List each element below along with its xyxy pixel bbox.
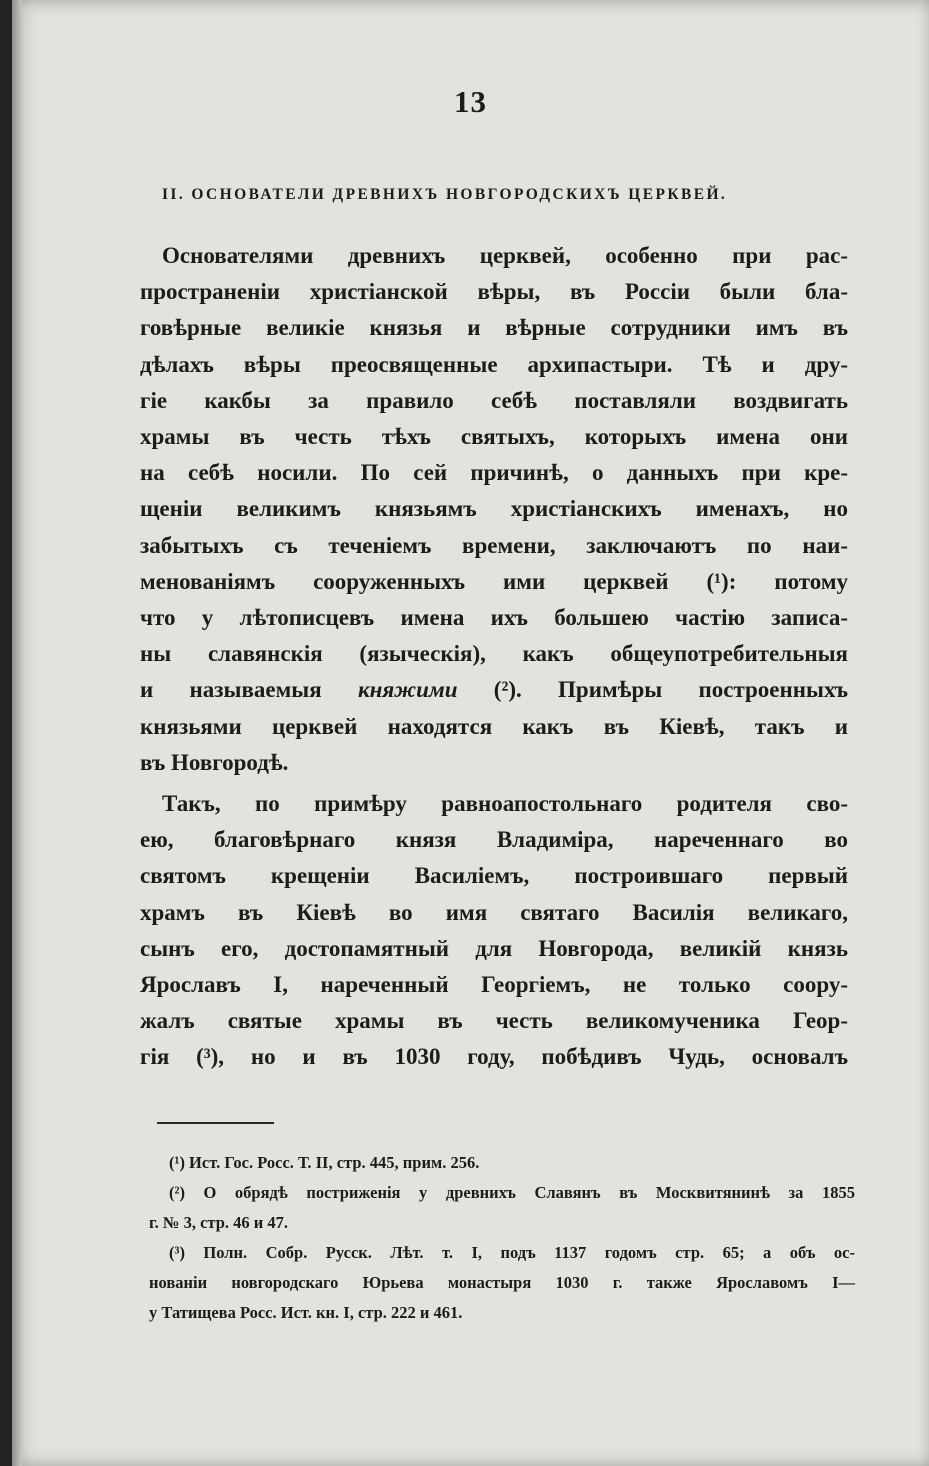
text-line: святомъ крещеніи Василіемъ, построившаго первый [140,863,848,889]
text-line: Ярославъ I, нареченный Георгіемъ, не только соору- [140,972,848,998]
text-line: Основателями древнихъ церквей, особенно при рас- [162,243,848,268]
text-line: пространеніи христіанской вѣры, въ Россіи были бла- [140,279,848,305]
text-line: въ Новгородѣ. [140,749,289,775]
text-line: сынъ его, достопамятный для Новгорода, великій князь [140,935,848,961]
italic-term: княжими [357,677,458,703]
text-line: гіе какбы за правило себѣ поставляли воздвигать [140,387,848,413]
footnote-separator [157,1122,274,1124]
text-line [140,672,848,708]
body-paragraph-1 [140,238,848,781]
text-line: храмъ въ Кіевѣ во имя святаго Василія великаго, [140,899,848,925]
footnotes [149,1148,855,1328]
page-gutter-shadow [12,0,22,1466]
text-segment: (²). Примѣры построенныхъ [493,677,849,703]
text-segment: и называемыя [140,677,322,703]
text-line: храмы въ честь тѣхъ святыхъ, которыхъ имена они [140,424,848,450]
text-line: щеніи великимъ князьямъ христіанскихъ именахъ, но [140,496,848,522]
text-line: гія (³), но и въ 1030 году, побѣдивъ Чудь, основалъ [140,1044,848,1070]
body-paragraph-2 [140,786,848,1076]
text-line: забытыхъ съ теченіемъ времени, заключаютъ по наи- [140,532,848,558]
footnote-2-cont: г. № 3, стр. 46 и 47. [149,1213,289,1232]
text-line: что у лѣтописцевъ имена ихъ большею частію записа- [140,605,848,631]
footnote-3: (³) Полн. Собр. Русск. Лѣт. т. I, подъ 1137 годомъ стр. 65; а объ ос- [169,1243,855,1262]
text-line: ею, благовѣрнаго князя Владиміра, нареченнаго во [140,827,848,853]
text-line: Такъ, по примѣру равноапостольнаго родителя сво- [162,791,848,816]
page-sheet [12,0,929,1466]
text-line: менованіямъ сооруженныхъ ими церквей (¹): потому [140,568,848,594]
text-line: князьями церквей находятся какъ въ Кіевѣ, такъ и [140,713,848,739]
text-line: на себѣ носили. По сей причинѣ, о данныхъ при кре- [140,460,848,486]
text-line: дѣлахъ вѣры преосвященные архипастыри. Тѣ и дру- [140,351,848,377]
page-number: 13 [454,84,487,119]
footnote-3-cont: у Татищева Росс. Ист. кн. I, стр. 222 и 461. [149,1303,463,1322]
text-line: ны славянскія (языческія), какъ общеупотребительныя [140,641,848,667]
footnote-1: (¹) Ист. Гос. Росс. Т. II, стр. 445, прим. 256. [169,1153,480,1172]
section-title: II. ОСНОВАТЕЛИ ДРЕВНИХЪ НОВГОРОДСКИХЪ ЦЕРКВЕЙ. [162,186,728,203]
text-line: говѣрные великіе князья и вѣрные сотрудники имъ въ [140,315,848,341]
footnote-3-cont: нованіи новгородскаго Юрьева монастыря 1030 г. также Ярославомъ I— [149,1273,855,1292]
text-line: жалъ святые храмы въ честь великомученика Геор- [140,1008,848,1034]
footnote-2: (²) О обрядѣ постриженія у древнихъ Славянъ въ Москвитянинѣ за 1855 [169,1183,855,1202]
